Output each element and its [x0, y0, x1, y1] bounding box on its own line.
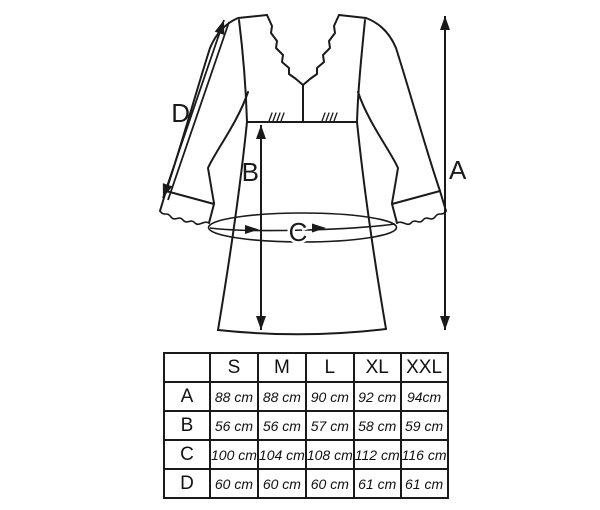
- neckline-lace-right: [303, 15, 339, 85]
- cell-d-s: 60 cm: [210, 469, 258, 498]
- corner-cell: [164, 353, 210, 382]
- cell-c-m: 104 cm: [258, 440, 306, 469]
- col-header-xl: XL: [354, 353, 401, 382]
- cell-a-l: 90 cm: [306, 382, 354, 411]
- col-header-xxl: XXL: [401, 353, 448, 382]
- dress-outline: [160, 15, 446, 334]
- cell-c-xxl: 116 cm: [401, 440, 448, 469]
- neckline-lace-left: [267, 15, 303, 85]
- cell-c-xl: 112 cm: [354, 440, 401, 469]
- measure-c-arrowhead-1: [245, 225, 259, 234]
- left-cuff-lace-edge: [160, 211, 209, 224]
- row-label-d: D: [164, 469, 210, 498]
- table-row-a: [164, 382, 448, 411]
- col-header-m: M: [258, 353, 306, 382]
- row-label-c: C: [164, 440, 210, 469]
- gather-marks-right: [322, 113, 337, 121]
- cell-b-xl: 58 cm: [354, 411, 401, 440]
- row-label-b: B: [164, 411, 210, 440]
- cell-a-xxl: 94cm: [401, 382, 448, 411]
- size-chart-table: [163, 352, 449, 499]
- cell-d-xl: 61 cm: [354, 469, 401, 498]
- measure-d-label: D: [171, 98, 190, 128]
- cell-a-xl: 92 cm: [354, 382, 401, 411]
- measure-c-label: C: [288, 217, 308, 247]
- measure-b-label: B: [241, 157, 259, 187]
- measurement-a: [445, 16, 467, 330]
- right-shoulder-outer-sleeve: [339, 15, 440, 191]
- cell-a-s: 88 cm: [210, 382, 258, 411]
- cell-d-l: 60 cm: [306, 469, 354, 498]
- col-header-s: S: [210, 353, 258, 382]
- cell-a-m: 88 cm: [258, 382, 306, 411]
- cell-b-xxl: 59 cm: [401, 411, 448, 440]
- measure-c-arrowhead-2: [312, 224, 326, 233]
- table-row-c: [164, 440, 448, 469]
- row-label-a: A: [164, 382, 210, 411]
- cell-c-s: 100 cm: [210, 440, 258, 469]
- cell-d-xxl: 61 cm: [401, 469, 448, 498]
- hem-edge: [218, 329, 386, 334]
- cell-b-s: 56 cm: [210, 411, 258, 440]
- cell-b-m: 56 cm: [258, 411, 306, 440]
- right-cuff-lace-edge: [397, 211, 446, 224]
- header-row: [164, 353, 448, 382]
- cell-d-m: 60 cm: [258, 469, 306, 498]
- table-row-b: [164, 411, 448, 440]
- cell-c-l: 108 cm: [306, 440, 354, 469]
- col-header-l: L: [306, 353, 354, 382]
- left-cuff-band: [160, 191, 214, 223]
- skirt-left-edge: [218, 122, 247, 330]
- gather-marks-left: [269, 113, 284, 121]
- cell-b-l: 57 cm: [306, 411, 354, 440]
- measure-a-label: A: [449, 155, 467, 185]
- right-cuff-band: [392, 191, 446, 223]
- table-row-d: [164, 469, 448, 498]
